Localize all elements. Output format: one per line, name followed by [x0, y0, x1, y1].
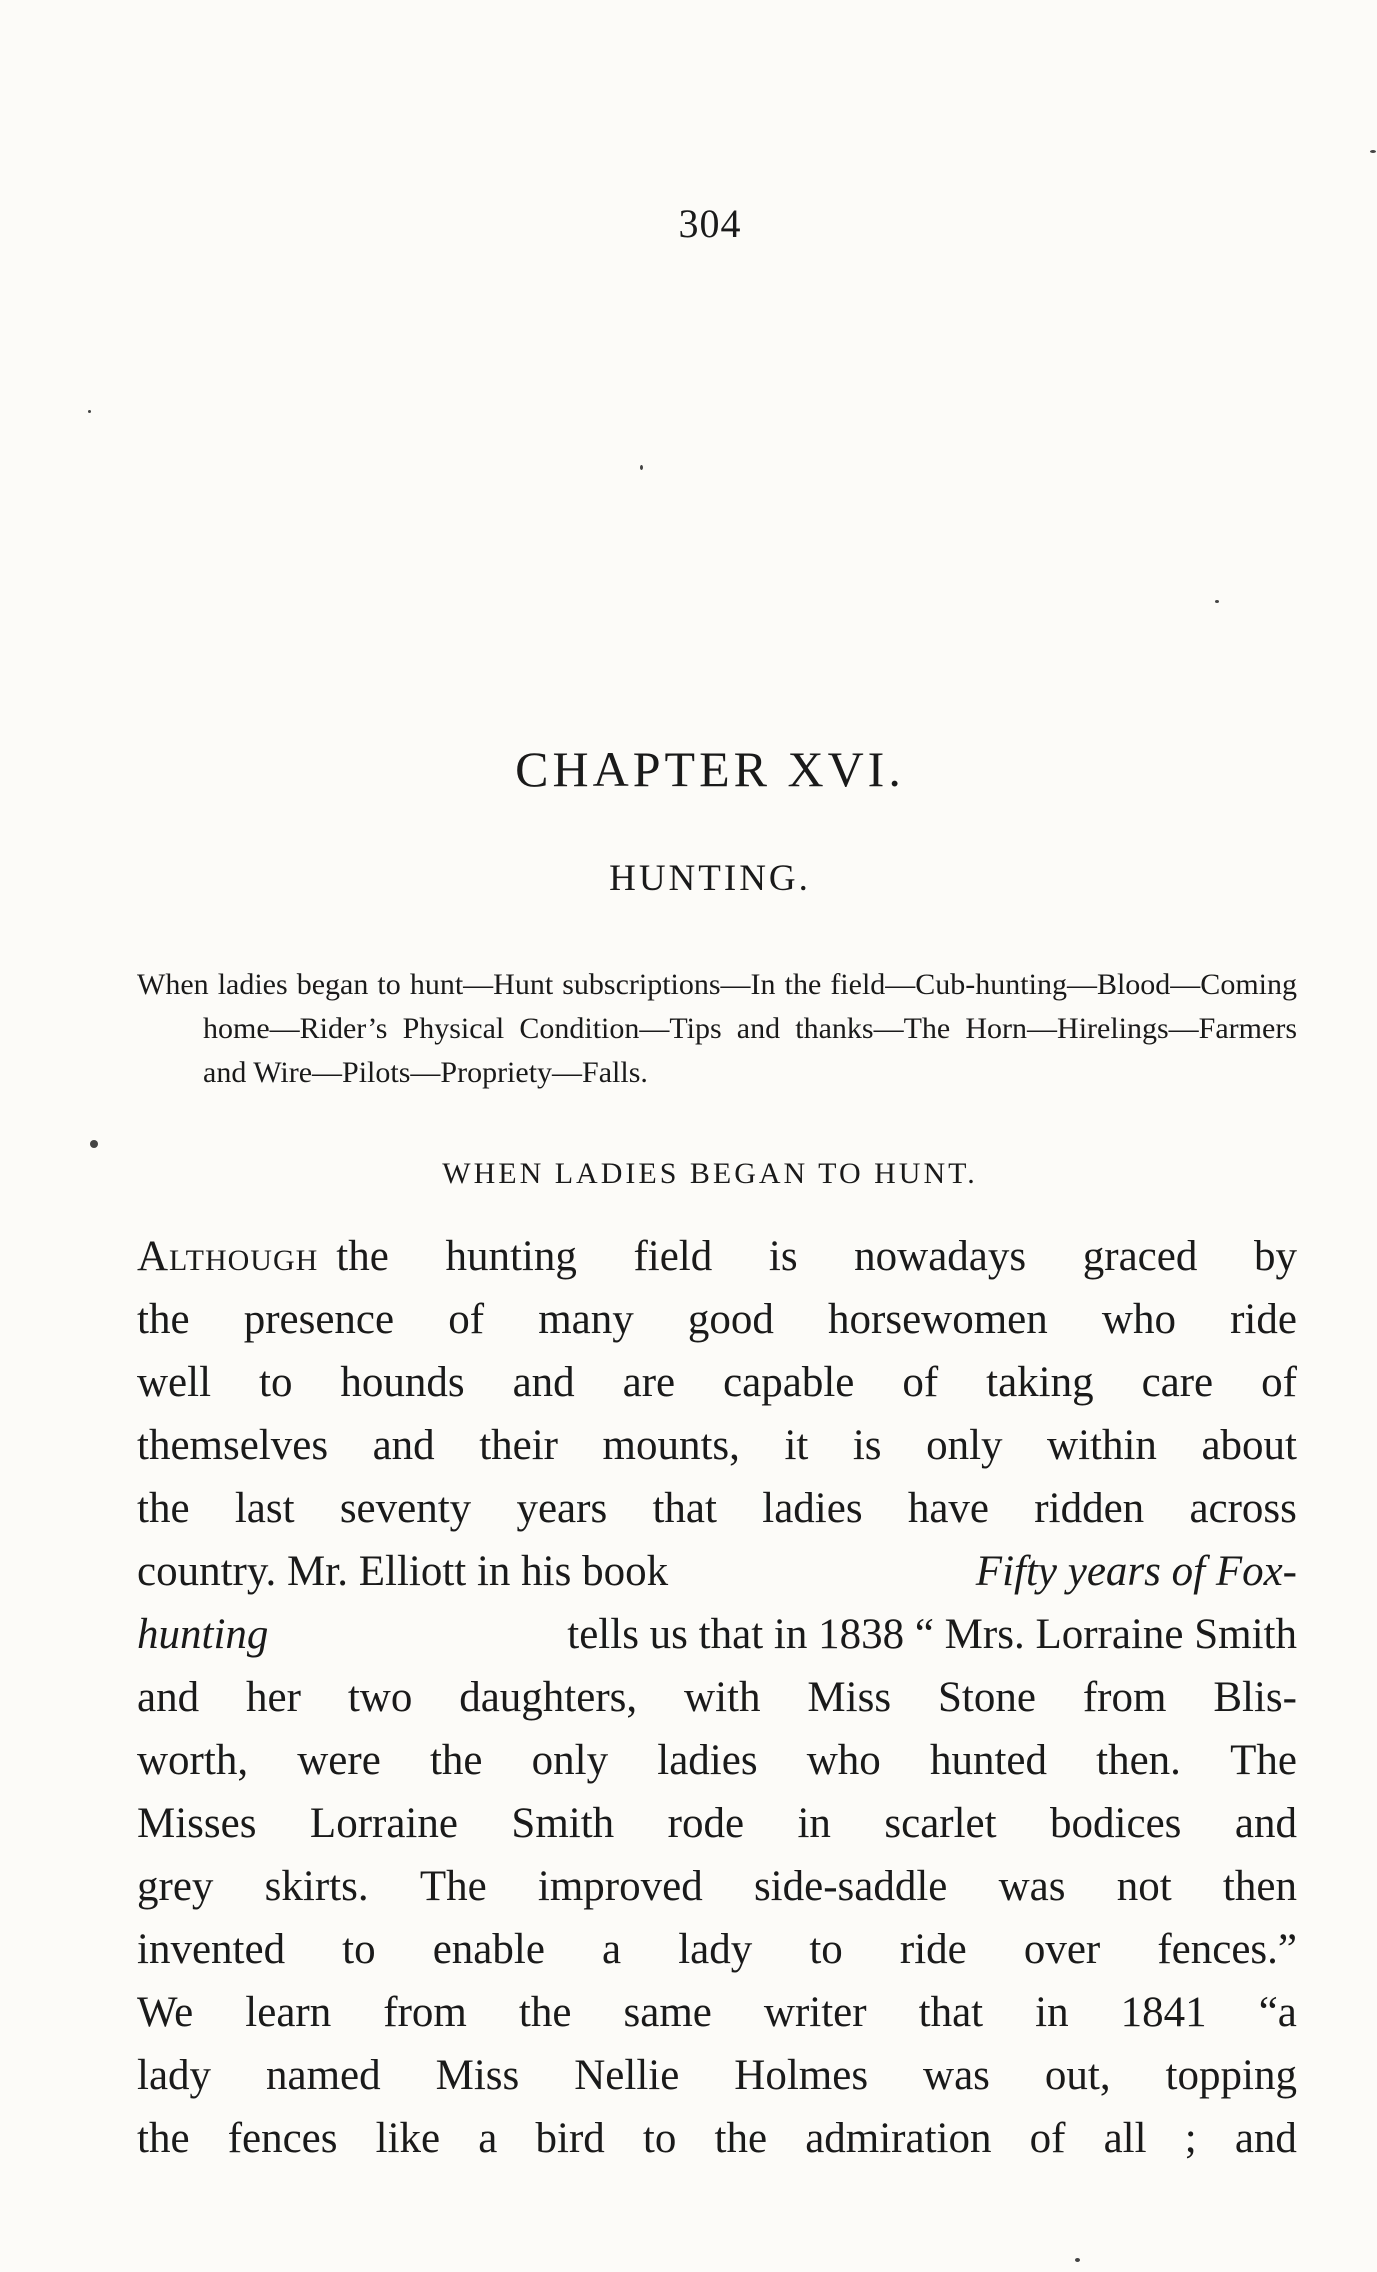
- word: years: [516, 1485, 608, 1532]
- word: bird: [535, 2115, 605, 2162]
- word: side-saddle: [753, 1863, 948, 1910]
- word: of: [1261, 1359, 1297, 1406]
- word: fences.”: [1157, 1926, 1297, 1973]
- word: capable: [723, 1359, 855, 1406]
- word: good: [687, 1296, 774, 1343]
- scan-speck: [90, 1140, 98, 1148]
- word: a: [478, 2115, 498, 2162]
- word: their: [479, 1422, 559, 1469]
- word: was: [998, 1863, 1066, 1910]
- word: about: [1201, 1422, 1297, 1469]
- text-line: [137, 1918, 1297, 1981]
- word: seventy: [339, 1485, 472, 1532]
- word: of: [902, 1359, 939, 1406]
- word: like: [375, 2115, 441, 2162]
- text-line: [137, 1414, 1297, 1477]
- word: rode: [667, 1800, 745, 1847]
- word: of: [1029, 2115, 1066, 2162]
- word: grey: [137, 1863, 214, 1910]
- word: Holmes: [734, 2052, 869, 2099]
- word: ladies: [762, 1485, 863, 1532]
- word: Lorraine: [309, 1800, 458, 1847]
- word: in: [1035, 1989, 1069, 2036]
- word: that: [918, 1989, 984, 2036]
- word: The: [419, 1863, 487, 1910]
- section-heading: WHEN LADIES BEGAN TO HUNT.: [442, 1157, 978, 1190]
- word: 1841: [1120, 1989, 1207, 2036]
- word: Blis-: [1213, 1674, 1297, 1721]
- word: were: [297, 1737, 381, 1784]
- word: named: [266, 2052, 381, 2099]
- word: We: [137, 1989, 194, 2036]
- word: nowadays: [854, 1233, 1027, 1280]
- word: to: [259, 1359, 293, 1406]
- word: the: [137, 2115, 190, 2162]
- word: skirts.: [264, 1863, 369, 1910]
- word: a: [602, 1926, 622, 1973]
- word: enable: [432, 1926, 545, 1973]
- line-text: tells us that in 1838 “ Mrs. Lorraine Smith: [567, 1611, 1297, 1658]
- text-line: [137, 1792, 1297, 1855]
- word: graced: [1082, 1233, 1198, 1280]
- text-line: [137, 1540, 1297, 1603]
- word: ladies: [657, 1737, 758, 1784]
- word: bodices: [1050, 1800, 1182, 1847]
- word: are: [622, 1359, 676, 1406]
- word: Nellie: [574, 2052, 680, 2099]
- word: improved: [537, 1863, 703, 1910]
- word: to: [342, 1926, 376, 1973]
- word: the: [429, 1737, 483, 1784]
- word: and: [512, 1359, 575, 1406]
- word: Misses: [137, 1800, 257, 1847]
- word: only: [926, 1422, 1003, 1469]
- page-number: 304: [678, 201, 742, 246]
- word: it: [784, 1422, 809, 1469]
- word: well: [137, 1359, 212, 1406]
- word: who: [1101, 1296, 1176, 1343]
- word: same: [623, 1989, 712, 2036]
- word: worth,: [137, 1737, 249, 1784]
- word: with: [684, 1674, 761, 1721]
- word: fences: [227, 2115, 338, 2162]
- book-title-continued: hunting: [137, 1611, 269, 1658]
- text-line: [137, 1666, 1297, 1729]
- word: Miss: [435, 2052, 520, 2099]
- text-line: [137, 1981, 1297, 2044]
- word: learn: [245, 1989, 332, 2036]
- scan-speck: [1370, 150, 1376, 153]
- word: daughters,: [459, 1674, 638, 1721]
- text-line: [137, 2107, 1297, 2170]
- text-line: [137, 1288, 1297, 1351]
- word: ;: [1184, 2115, 1197, 2162]
- word: topping: [1165, 2052, 1297, 2099]
- word: is: [852, 1422, 882, 1469]
- word: presence: [243, 1296, 395, 1343]
- word: the: [518, 1989, 572, 2036]
- book-title: Fifty years of Fox-: [975, 1548, 1297, 1595]
- word: to: [809, 1926, 843, 1973]
- word: then: [1222, 1863, 1297, 1910]
- text-line: [137, 1351, 1297, 1414]
- text-line: [137, 2044, 1297, 2107]
- word: ridden: [1034, 1485, 1145, 1532]
- word: only: [531, 1737, 609, 1784]
- text-line: [137, 1477, 1297, 1540]
- word: invented: [137, 1926, 286, 1973]
- word: is: [768, 1233, 798, 1280]
- word: in: [797, 1800, 831, 1847]
- word: and: [1234, 2115, 1297, 2162]
- word: ride: [1230, 1296, 1297, 1343]
- word: care: [1141, 1359, 1214, 1406]
- word: lady: [137, 2052, 212, 2099]
- scan-speck: [1075, 2258, 1080, 2262]
- word: field: [633, 1233, 713, 1280]
- line-text: [336, 1225, 1297, 1288]
- word: hounds: [340, 1359, 465, 1406]
- word: “a: [1258, 1989, 1297, 2036]
- text-line: [137, 1603, 1297, 1666]
- word: hunting: [445, 1233, 577, 1280]
- chapter-summary: When ladies began to hunt—Hunt subscriptions—In the field—Cub-hunting—Blood—Coming home—Rider’s Physical Condition—Tips and thanks—The Horn—Hirelings—Farmers and Wire—Pilots—Propriety—Falls.: [137, 968, 1297, 1089]
- word: Stone: [937, 1674, 1036, 1721]
- scan-speck: [88, 410, 91, 413]
- word: not: [1116, 1863, 1172, 1910]
- word: the: [336, 1233, 389, 1280]
- word: then.: [1096, 1737, 1181, 1784]
- word: her: [246, 1674, 301, 1721]
- word: taking: [986, 1359, 1094, 1406]
- word: Miss: [807, 1674, 892, 1721]
- text-line: [137, 1855, 1297, 1918]
- word: across: [1189, 1485, 1297, 1532]
- scan-speck: [1215, 600, 1219, 603]
- word: writer: [763, 1989, 867, 2036]
- text-line: [137, 1729, 1297, 1792]
- word: and: [137, 1674, 200, 1721]
- word: horsewomen: [828, 1296, 1048, 1343]
- opening-word: Although: [137, 1233, 319, 1280]
- word: over: [1023, 1926, 1101, 1973]
- chapter-title: CHAPTER XVI.: [515, 741, 905, 797]
- word: Smith: [511, 1800, 615, 1847]
- word: two: [347, 1674, 413, 1721]
- word: was: [923, 2052, 990, 2099]
- word: who: [806, 1737, 881, 1784]
- word: admiration: [805, 2115, 992, 2162]
- body-text: [137, 1225, 1297, 2170]
- chapter-subtitle: HUNTING.: [609, 858, 811, 899]
- word: all: [1103, 2115, 1147, 2162]
- word: and: [372, 1422, 435, 1469]
- word: themselves: [137, 1422, 329, 1469]
- word: the: [137, 1296, 190, 1343]
- word: the: [137, 1485, 190, 1532]
- line-text: country. Mr. Elliott in his book: [137, 1548, 669, 1595]
- word: from: [1082, 1674, 1167, 1721]
- word: mounts,: [602, 1422, 740, 1469]
- word: from: [383, 1989, 467, 2036]
- word: out,: [1044, 2052, 1111, 2099]
- word: lady: [678, 1926, 753, 1973]
- text-line: [137, 1225, 1297, 1288]
- word: ride: [899, 1926, 967, 1973]
- word: The: [1230, 1737, 1297, 1784]
- word: many: [538, 1296, 634, 1343]
- word: by: [1253, 1233, 1297, 1280]
- word: to: [642, 2115, 677, 2162]
- word: of: [448, 1296, 485, 1343]
- word: have: [907, 1485, 990, 1532]
- word: and: [1234, 1800, 1297, 1847]
- scan-speck: [640, 465, 643, 470]
- word: last: [234, 1485, 295, 1532]
- word: the: [714, 2115, 768, 2162]
- word: scarlet: [884, 1800, 997, 1847]
- word: within: [1047, 1422, 1157, 1469]
- word: that: [652, 1485, 717, 1532]
- word: hunted: [929, 1737, 1047, 1784]
